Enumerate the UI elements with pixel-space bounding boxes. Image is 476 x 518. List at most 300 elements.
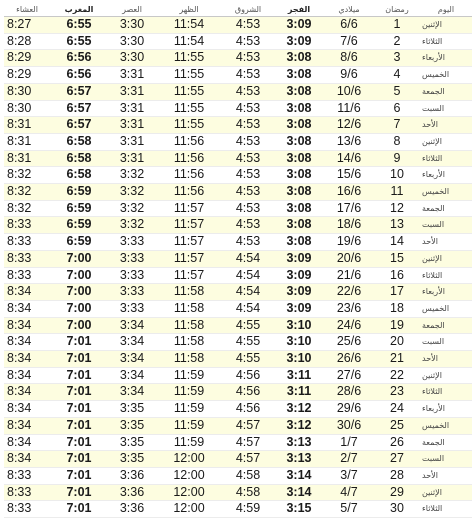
cell-miladi: 24/6 xyxy=(324,317,374,334)
cell-dhuhr: 11:57 xyxy=(156,200,222,217)
header-isha: العشاء xyxy=(4,4,50,17)
cell-sunrise: 4:53 xyxy=(222,150,274,167)
cell-miladi: 7/6 xyxy=(324,33,374,50)
cell-day: الإثنين xyxy=(420,367,472,384)
cell-miladi: 5/7 xyxy=(324,501,374,518)
cell-maghrib: 7:00 xyxy=(50,250,108,267)
cell-miladi: 6/6 xyxy=(324,17,374,34)
cell-ramadan: 21 xyxy=(374,351,420,368)
cell-asr: 3:34 xyxy=(108,351,156,368)
cell-day: الثلاثاء xyxy=(420,501,472,518)
cell-fajr: 3:12 xyxy=(274,417,324,434)
cell-isha: 8:33 xyxy=(4,484,50,501)
cell-isha: 8:34 xyxy=(4,300,50,317)
cell-ramadan: 14 xyxy=(374,234,420,251)
cell-fajr: 3:09 xyxy=(274,17,324,34)
table-row xyxy=(4,317,472,334)
cell-maghrib: 7:01 xyxy=(50,417,108,434)
table-body xyxy=(4,17,472,518)
table-row xyxy=(4,267,472,284)
cell-sunrise: 4:53 xyxy=(222,167,274,184)
cell-fajr: 3:08 xyxy=(274,67,324,84)
cell-asr: 3:34 xyxy=(108,317,156,334)
cell-fajr: 3:12 xyxy=(274,401,324,418)
table-row xyxy=(4,17,472,34)
cell-asr: 3:30 xyxy=(108,33,156,50)
cell-ramadan: 6 xyxy=(374,100,420,117)
cell-miladi: 13/6 xyxy=(324,133,374,150)
cell-miladi: 16/6 xyxy=(324,184,374,201)
cell-ramadan: 30 xyxy=(374,501,420,518)
cell-day: الثلاثاء xyxy=(420,33,472,50)
cell-isha: 8:34 xyxy=(4,334,50,351)
table-row xyxy=(4,451,472,468)
cell-isha: 8:34 xyxy=(4,451,50,468)
cell-asr: 3:31 xyxy=(108,83,156,100)
cell-dhuhr: 11:58 xyxy=(156,334,222,351)
cell-ramadan: 8 xyxy=(374,133,420,150)
cell-fajr: 3:09 xyxy=(274,33,324,50)
cell-miladi: 12/6 xyxy=(324,117,374,134)
cell-isha: 8:34 xyxy=(4,317,50,334)
cell-dhuhr: 11:56 xyxy=(156,133,222,150)
cell-sunrise: 4:53 xyxy=(222,50,274,67)
cell-day: الثلاثاء xyxy=(420,384,472,401)
cell-dhuhr: 11:57 xyxy=(156,267,222,284)
cell-day: الأربعاء xyxy=(420,284,472,301)
cell-ramadan: 5 xyxy=(374,83,420,100)
cell-ramadan: 28 xyxy=(374,467,420,484)
cell-maghrib: 7:00 xyxy=(50,267,108,284)
cell-ramadan: 2 xyxy=(374,33,420,50)
cell-ramadan: 16 xyxy=(374,267,420,284)
cell-ramadan: 7 xyxy=(374,117,420,134)
cell-fajr: 3:13 xyxy=(274,451,324,468)
cell-day: السبت xyxy=(420,217,472,234)
cell-fajr: 3:08 xyxy=(274,133,324,150)
cell-asr: 3:32 xyxy=(108,200,156,217)
cell-sunrise: 4:53 xyxy=(222,17,274,34)
header-dhuhr: الظهر xyxy=(156,4,222,17)
cell-maghrib: 6:58 xyxy=(50,150,108,167)
cell-ramadan: 22 xyxy=(374,367,420,384)
cell-fajr: 3:09 xyxy=(274,300,324,317)
cell-asr: 3:34 xyxy=(108,384,156,401)
cell-isha: 8:31 xyxy=(4,117,50,134)
cell-maghrib: 6:55 xyxy=(50,33,108,50)
cell-isha: 8:34 xyxy=(4,351,50,368)
cell-isha: 8:33 xyxy=(4,501,50,518)
table-row xyxy=(4,167,472,184)
cell-sunrise: 4:55 xyxy=(222,334,274,351)
cell-maghrib: 6:59 xyxy=(50,217,108,234)
cell-isha: 8:32 xyxy=(4,167,50,184)
cell-dhuhr: 11:58 xyxy=(156,284,222,301)
cell-isha: 8:33 xyxy=(4,467,50,484)
cell-dhuhr: 11:58 xyxy=(156,300,222,317)
cell-asr: 3:31 xyxy=(108,117,156,134)
cell-fajr: 3:10 xyxy=(274,317,324,334)
prayer-times-timetable xyxy=(4,4,472,518)
cell-fajr: 3:08 xyxy=(274,184,324,201)
cell-asr: 3:36 xyxy=(108,501,156,518)
cell-isha: 8:34 xyxy=(4,434,50,451)
cell-miladi: 25/6 xyxy=(324,334,374,351)
cell-miladi: 27/6 xyxy=(324,367,374,384)
cell-dhuhr: 11:59 xyxy=(156,384,222,401)
cell-miladi: 1/7 xyxy=(324,434,374,451)
cell-isha: 8:33 xyxy=(4,267,50,284)
cell-fajr: 3:08 xyxy=(274,167,324,184)
cell-dhuhr: 11:55 xyxy=(156,50,222,67)
cell-day: السبت xyxy=(420,100,472,117)
table-row xyxy=(4,484,472,501)
header-ramadan: رمضان xyxy=(374,4,420,17)
table-row xyxy=(4,351,472,368)
cell-dhuhr: 11:59 xyxy=(156,401,222,418)
cell-miladi: 2/7 xyxy=(324,451,374,468)
header-row xyxy=(4,4,472,17)
cell-sunrise: 4:53 xyxy=(222,217,274,234)
cell-sunrise: 4:53 xyxy=(222,83,274,100)
cell-fajr: 3:13 xyxy=(274,434,324,451)
table-row xyxy=(4,401,472,418)
table-row xyxy=(4,250,472,267)
cell-asr: 3:36 xyxy=(108,467,156,484)
cell-dhuhr: 12:00 xyxy=(156,484,222,501)
cell-asr: 3:30 xyxy=(108,50,156,67)
cell-asr: 3:32 xyxy=(108,217,156,234)
cell-maghrib: 7:01 xyxy=(50,501,108,518)
cell-maghrib: 7:00 xyxy=(50,317,108,334)
cell-sunrise: 4:53 xyxy=(222,184,274,201)
cell-ramadan: 10 xyxy=(374,167,420,184)
cell-asr: 3:33 xyxy=(108,284,156,301)
cell-maghrib: 6:57 xyxy=(50,117,108,134)
cell-day: السبت xyxy=(420,451,472,468)
cell-ramadan: 11 xyxy=(374,184,420,201)
cell-miladi: 30/6 xyxy=(324,417,374,434)
cell-sunrise: 4:54 xyxy=(222,250,274,267)
cell-day: السبت xyxy=(420,334,472,351)
cell-day: الثلاثاء xyxy=(420,150,472,167)
cell-miladi: 8/6 xyxy=(324,50,374,67)
cell-day: الأربعاء xyxy=(420,167,472,184)
table-row xyxy=(4,217,472,234)
cell-miladi: 19/6 xyxy=(324,234,374,251)
table-row xyxy=(4,133,472,150)
table-row xyxy=(4,100,472,117)
cell-day: الأربعاء xyxy=(420,401,472,418)
cell-ramadan: 23 xyxy=(374,384,420,401)
cell-isha: 8:33 xyxy=(4,250,50,267)
cell-isha: 8:29 xyxy=(4,67,50,84)
cell-maghrib: 7:01 xyxy=(50,334,108,351)
cell-ramadan: 25 xyxy=(374,417,420,434)
cell-dhuhr: 12:00 xyxy=(156,467,222,484)
cell-sunrise: 4:53 xyxy=(222,100,274,117)
cell-miladi: 17/6 xyxy=(324,200,374,217)
cell-miladi: 21/6 xyxy=(324,267,374,284)
cell-dhuhr: 12:00 xyxy=(156,451,222,468)
cell-fajr: 3:09 xyxy=(274,250,324,267)
cell-sunrise: 4:53 xyxy=(222,33,274,50)
cell-dhuhr: 11:54 xyxy=(156,33,222,50)
cell-miladi: 20/6 xyxy=(324,250,374,267)
cell-dhuhr: 11:55 xyxy=(156,67,222,84)
cell-maghrib: 6:56 xyxy=(50,67,108,84)
cell-isha: 8:30 xyxy=(4,83,50,100)
cell-sunrise: 4:57 xyxy=(222,417,274,434)
cell-isha: 8:30 xyxy=(4,100,50,117)
cell-miladi: 9/6 xyxy=(324,67,374,84)
table-row xyxy=(4,184,472,201)
cell-dhuhr: 12:00 xyxy=(156,501,222,518)
cell-fajr: 3:09 xyxy=(274,267,324,284)
table-row xyxy=(4,501,472,518)
cell-day: الخميس xyxy=(420,67,472,84)
cell-dhuhr: 11:58 xyxy=(156,317,222,334)
cell-asr: 3:33 xyxy=(108,234,156,251)
header-day: اليوم xyxy=(420,4,472,17)
table-row xyxy=(4,300,472,317)
cell-isha: 8:34 xyxy=(4,384,50,401)
cell-ramadan: 15 xyxy=(374,250,420,267)
table-row xyxy=(4,67,472,84)
cell-asr: 3:35 xyxy=(108,401,156,418)
cell-sunrise: 4:59 xyxy=(222,501,274,518)
cell-asr: 3:33 xyxy=(108,267,156,284)
cell-isha: 8:32 xyxy=(4,184,50,201)
cell-maghrib: 7:01 xyxy=(50,401,108,418)
cell-maghrib: 6:57 xyxy=(50,83,108,100)
cell-sunrise: 4:54 xyxy=(222,300,274,317)
header-asr: العصر xyxy=(108,4,156,17)
cell-fajr: 3:10 xyxy=(274,351,324,368)
cell-sunrise: 4:53 xyxy=(222,67,274,84)
cell-asr: 3:35 xyxy=(108,417,156,434)
cell-maghrib: 6:55 xyxy=(50,17,108,34)
cell-sunrise: 4:57 xyxy=(222,451,274,468)
cell-miladi: 15/6 xyxy=(324,167,374,184)
cell-dhuhr: 11:57 xyxy=(156,217,222,234)
cell-day: الجمعة xyxy=(420,200,472,217)
cell-isha: 8:31 xyxy=(4,150,50,167)
cell-asr: 3:31 xyxy=(108,67,156,84)
cell-miladi: 22/6 xyxy=(324,284,374,301)
cell-dhuhr: 11:55 xyxy=(156,117,222,134)
cell-dhuhr: 11:59 xyxy=(156,417,222,434)
cell-day: الخميس xyxy=(420,300,472,317)
cell-isha: 8:32 xyxy=(4,200,50,217)
cell-miladi: 10/6 xyxy=(324,83,374,100)
cell-dhuhr: 11:55 xyxy=(156,83,222,100)
cell-dhuhr: 11:56 xyxy=(156,167,222,184)
cell-day: الثلاثاء xyxy=(420,267,472,284)
cell-maghrib: 6:59 xyxy=(50,234,108,251)
cell-sunrise: 4:55 xyxy=(222,351,274,368)
cell-maghrib: 6:58 xyxy=(50,133,108,150)
cell-day: الأحد xyxy=(420,117,472,134)
cell-isha: 8:33 xyxy=(4,217,50,234)
cell-ramadan: 24 xyxy=(374,401,420,418)
cell-ramadan: 19 xyxy=(374,317,420,334)
table-row xyxy=(4,367,472,384)
cell-ramadan: 29 xyxy=(374,484,420,501)
cell-day: الأحد xyxy=(420,234,472,251)
cell-miladi: 18/6 xyxy=(324,217,374,234)
cell-ramadan: 3 xyxy=(374,50,420,67)
cell-isha: 8:34 xyxy=(4,284,50,301)
cell-isha: 8:29 xyxy=(4,50,50,67)
cell-fajr: 3:14 xyxy=(274,484,324,501)
cell-fajr: 3:11 xyxy=(274,367,324,384)
table-row xyxy=(4,417,472,434)
cell-day: الأربعاء xyxy=(420,50,472,67)
cell-sunrise: 4:56 xyxy=(222,401,274,418)
header-sunrise: الشروق xyxy=(222,4,274,17)
cell-sunrise: 4:55 xyxy=(222,317,274,334)
cell-maghrib: 6:57 xyxy=(50,100,108,117)
cell-asr: 3:36 xyxy=(108,484,156,501)
cell-isha: 8:34 xyxy=(4,401,50,418)
cell-fajr: 3:08 xyxy=(274,234,324,251)
header-miladi: ميلادي xyxy=(324,4,374,17)
cell-maghrib: 6:58 xyxy=(50,167,108,184)
cell-ramadan: 12 xyxy=(374,200,420,217)
cell-day: الجمعة xyxy=(420,317,472,334)
cell-asr: 3:31 xyxy=(108,150,156,167)
cell-asr: 3:32 xyxy=(108,184,156,201)
table-row xyxy=(4,284,472,301)
cell-ramadan: 18 xyxy=(374,300,420,317)
cell-dhuhr: 11:54 xyxy=(156,17,222,34)
cell-dhuhr: 11:55 xyxy=(156,100,222,117)
cell-day: الخميس xyxy=(420,184,472,201)
cell-maghrib: 7:01 xyxy=(50,351,108,368)
cell-isha: 8:28 xyxy=(4,33,50,50)
table-row xyxy=(4,384,472,401)
cell-isha: 8:33 xyxy=(4,234,50,251)
cell-dhuhr: 11:56 xyxy=(156,150,222,167)
cell-sunrise: 4:53 xyxy=(222,200,274,217)
cell-fajr: 3:08 xyxy=(274,83,324,100)
table-row xyxy=(4,117,472,134)
cell-ramadan: 26 xyxy=(374,434,420,451)
cell-miladi: 29/6 xyxy=(324,401,374,418)
cell-ramadan: 13 xyxy=(374,217,420,234)
cell-asr: 3:35 xyxy=(108,434,156,451)
cell-sunrise: 4:58 xyxy=(222,484,274,501)
cell-maghrib: 6:59 xyxy=(50,184,108,201)
cell-maghrib: 7:01 xyxy=(50,467,108,484)
cell-day: الأحد xyxy=(420,467,472,484)
cell-day: الجمعة xyxy=(420,83,472,100)
cell-dhuhr: 11:58 xyxy=(156,351,222,368)
cell-fajr: 3:08 xyxy=(274,100,324,117)
cell-sunrise: 4:56 xyxy=(222,367,274,384)
cell-day: الإثنين xyxy=(420,484,472,501)
cell-dhuhr: 11:59 xyxy=(156,367,222,384)
cell-maghrib: 7:01 xyxy=(50,384,108,401)
cell-fajr: 3:15 xyxy=(274,501,324,518)
cell-ramadan: 17 xyxy=(374,284,420,301)
cell-maghrib: 7:01 xyxy=(50,367,108,384)
cell-miladi: 23/6 xyxy=(324,300,374,317)
cell-dhuhr: 11:59 xyxy=(156,434,222,451)
cell-ramadan: 4 xyxy=(374,67,420,84)
cell-fajr: 3:08 xyxy=(274,50,324,67)
cell-fajr: 3:08 xyxy=(274,117,324,134)
table-row xyxy=(4,434,472,451)
table-row xyxy=(4,150,472,167)
table-row xyxy=(4,83,472,100)
cell-fajr: 3:09 xyxy=(274,284,324,301)
cell-day: الإثنين xyxy=(420,250,472,267)
cell-fajr: 3:08 xyxy=(274,217,324,234)
cell-sunrise: 4:53 xyxy=(222,133,274,150)
cell-isha: 8:34 xyxy=(4,367,50,384)
cell-asr: 3:34 xyxy=(108,334,156,351)
table-row xyxy=(4,334,472,351)
cell-day: الخميس xyxy=(420,417,472,434)
cell-ramadan: 20 xyxy=(374,334,420,351)
cell-sunrise: 4:57 xyxy=(222,434,274,451)
cell-day: الإثنين xyxy=(420,17,472,34)
cell-sunrise: 4:54 xyxy=(222,267,274,284)
cell-sunrise: 4:53 xyxy=(222,234,274,251)
cell-dhuhr: 11:56 xyxy=(156,184,222,201)
cell-maghrib: 6:56 xyxy=(50,50,108,67)
cell-sunrise: 4:56 xyxy=(222,384,274,401)
cell-asr: 3:32 xyxy=(108,167,156,184)
cell-ramadan: 9 xyxy=(374,150,420,167)
cell-dhuhr: 11:57 xyxy=(156,234,222,251)
cell-asr: 3:35 xyxy=(108,451,156,468)
cell-isha: 8:34 xyxy=(4,417,50,434)
cell-asr: 3:30 xyxy=(108,17,156,34)
cell-day: الأحد xyxy=(420,351,472,368)
cell-miladi: 4/7 xyxy=(324,484,374,501)
cell-fajr: 3:08 xyxy=(274,150,324,167)
header-fajr: الفجر xyxy=(274,4,324,17)
table-row xyxy=(4,50,472,67)
table-row xyxy=(4,200,472,217)
cell-asr: 3:34 xyxy=(108,367,156,384)
cell-dhuhr: 11:57 xyxy=(156,250,222,267)
cell-asr: 3:33 xyxy=(108,300,156,317)
cell-fajr: 3:11 xyxy=(274,384,324,401)
cell-sunrise: 4:53 xyxy=(222,117,274,134)
cell-miladi: 3/7 xyxy=(324,467,374,484)
cell-isha: 8:31 xyxy=(4,133,50,150)
cell-maghrib: 7:01 xyxy=(50,434,108,451)
cell-sunrise: 4:54 xyxy=(222,284,274,301)
cell-maghrib: 7:01 xyxy=(50,451,108,468)
cell-miladi: 14/6 xyxy=(324,150,374,167)
cell-miladi: 11/6 xyxy=(324,100,374,117)
cell-fajr: 3:10 xyxy=(274,334,324,351)
cell-maghrib: 7:00 xyxy=(50,300,108,317)
table-row xyxy=(4,234,472,251)
cell-maghrib: 7:01 xyxy=(50,484,108,501)
cell-fajr: 3:14 xyxy=(274,467,324,484)
cell-day: الإثنين xyxy=(420,133,472,150)
prayer-times-table xyxy=(4,4,472,518)
header-maghrib: المغرب xyxy=(50,4,108,17)
cell-ramadan: 1 xyxy=(374,17,420,34)
table-header xyxy=(4,4,472,17)
